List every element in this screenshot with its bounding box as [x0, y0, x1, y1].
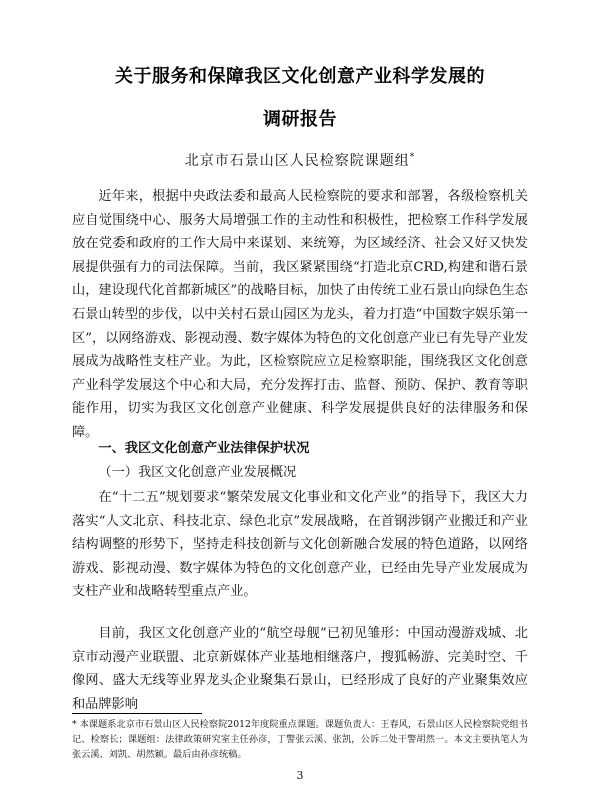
- paragraph-text: 在“十二五”规划要求“繁荣发展文化事业和文化产业”的指导下，我区大力落实“人文北京、科技北京、绿色北京”发展战略，在首钢涉钢产业搬迁和产业结构调整的形势下，坚持走科技创新与文化创新融合发展的特色道路，以网络游戏、影视动漫、数字媒体为特色的文化创意产业，已经由先导产业发展成为支柱产业和战略转型重点产业。: [72, 490, 528, 600]
- paragraph-current: [72, 622, 528, 716]
- author-name: 北京市石景山区人民检察院课题组: [184, 153, 410, 169]
- author-footnote-mark: *: [409, 152, 416, 163]
- section-heading-1: 一、我区文化创意产业法律保护状况: [98, 441, 310, 456]
- footnote: * 本课题系北京市石景山区人民检察院2012年度院重点课题。课题负责人：王春风，石景山区人民检察院党组书记、检察长；课题组：法律政策研究室主任孙彦，丁警张云溪、张凯，公诉二处干警胡然一。本文主要执笔人为张云溪、刘凯、胡然颖。最后由孙彦统稿。: [72, 719, 528, 760]
- paragraph-intro: [72, 185, 528, 445]
- paragraph-text: 近年来，根据中央政法委和最高人民检察院的要求和部署，各级检察机关应自觉围绕中心、服务大局增强工作的主动性和积极性，把检察工作科学发展放在党委和政府的工作大局中来谋划、来统筹，为区域经济、社会又好又快发展提供强有力的司法保障。当前，我区紧紧围绕“打造北京CRD,构建和谐石景山，建设现代化首都新城区”的战略目标，加快了由传统工业石景山向绿色生态石景山转型的步伐，以中关村石景山园区为龙头，着力打造“中国数字娱乐第一区”，以网络游戏、影视动漫、数字媒体为特色的文化创意产业已有先导产业发展成为战略性支柱产业。为此，区检察院应立足检察职能，围绕我区文化创意产业科学发展这个中心和大局，充分发挥打击、监督、预防、保护、教育等职能作用，切实为我区文化创意产业健康、科学发展提供良好的法律服务和保障。: [72, 189, 528, 440]
- subsection-heading-1: （一）我区文化创意产业发展概况: [98, 465, 297, 480]
- document-title-line1: 关于服务和保障我区文化创意产业科学发展的: [115, 66, 485, 87]
- footnote-divider: [72, 713, 202, 714]
- page-number: 3: [296, 769, 304, 782]
- author-line: [60, 150, 540, 170]
- document-title-line2: 调研报告: [263, 109, 337, 130]
- paragraph-overview: [72, 486, 528, 604]
- paragraph-text: 目前，我区文化创意产业的“航空母舰”已初见雏形：中国动漫游戏城、北京市动漫产业联盟、北京新媒体产业基地相继落户，搜狐畅游、完美时空、千像网、盛大无线等业界龙头企业聚集石景山，已经形成了良好的产业聚集效应和品牌影响: [72, 626, 528, 712]
